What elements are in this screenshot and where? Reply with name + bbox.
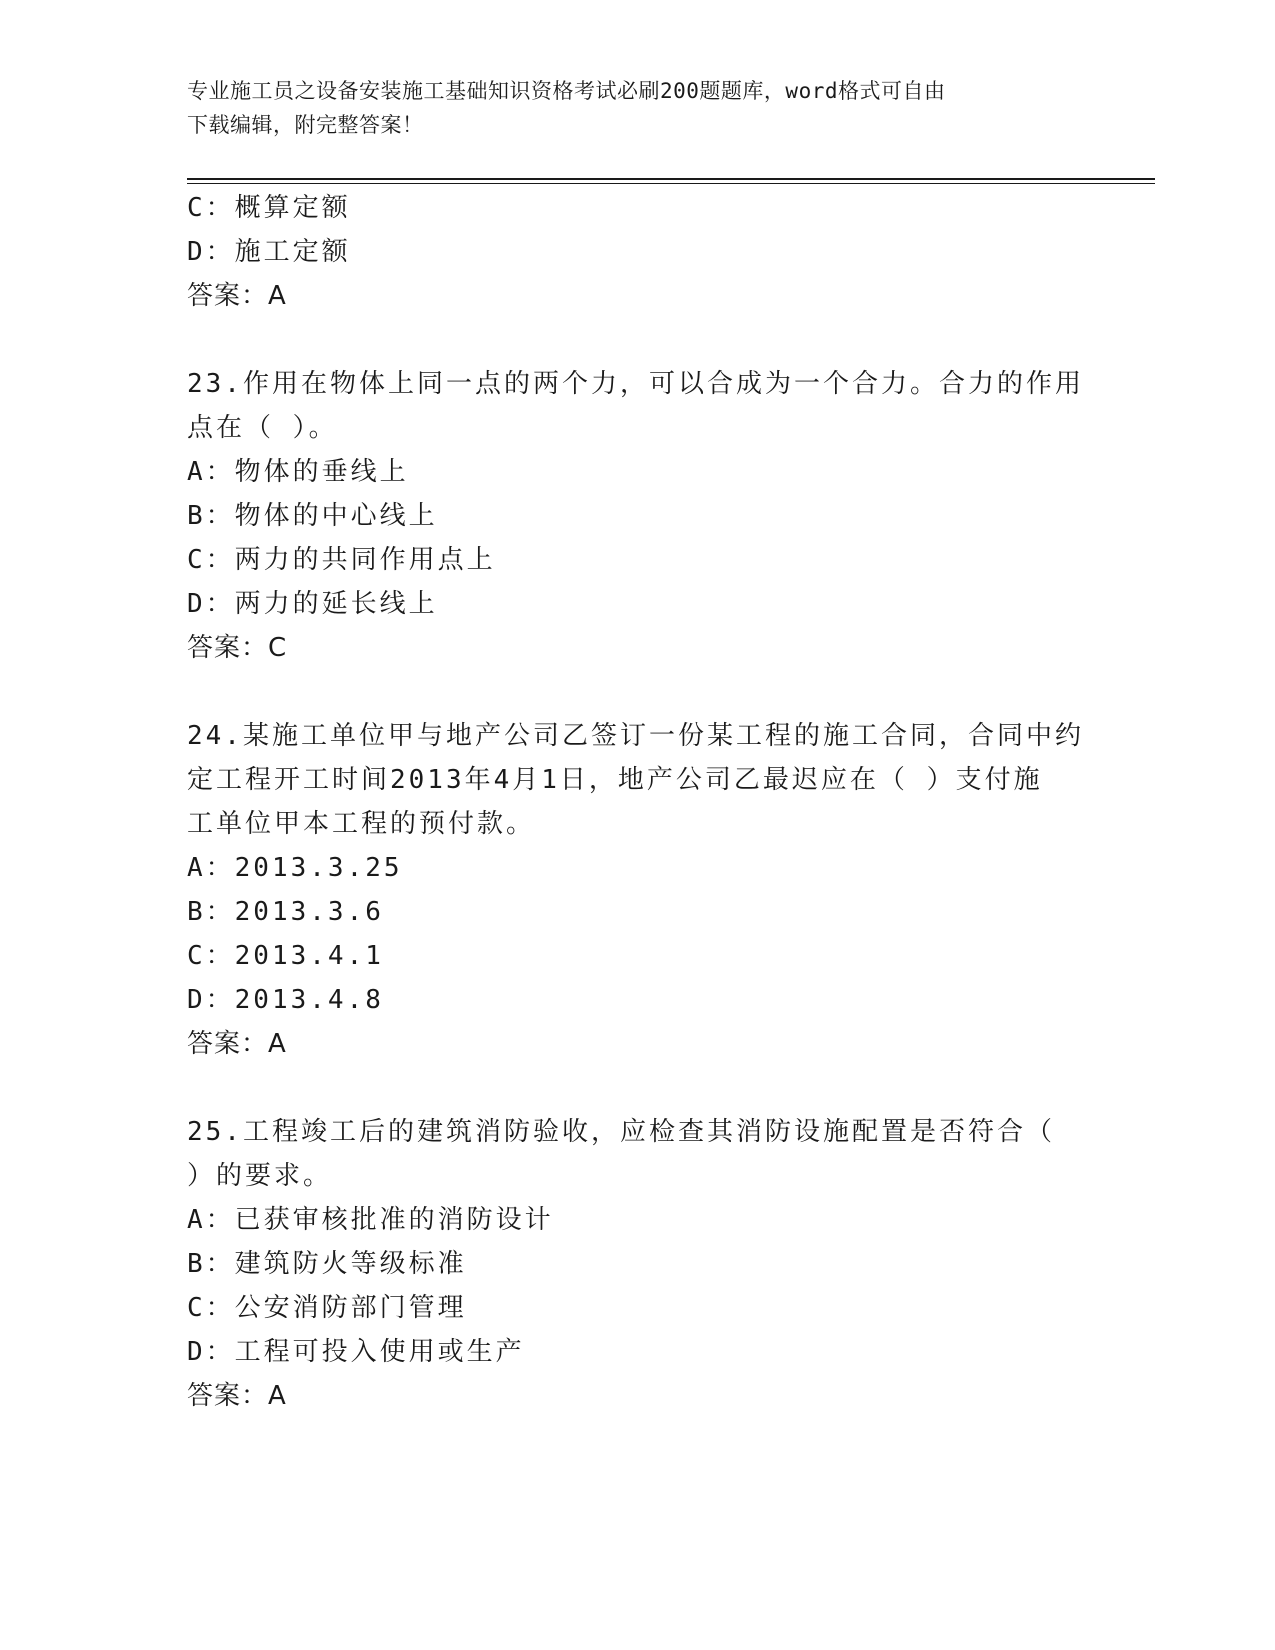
q23-option-c: C：两力的共同作用点上	[187, 545, 496, 575]
q24-stem-line-3: 工单位甲本工程的预付款。	[187, 809, 536, 839]
q22-option-d: D：施工定额	[187, 237, 351, 267]
q24-stem-line-1: 24.某施工单位甲与地产公司乙签订一份某工程的施工合同，合同中约	[187, 721, 1084, 751]
q22-option-c: C：概算定额	[187, 193, 351, 223]
q23-option-b: B：物体的中心线上	[187, 501, 438, 531]
q24-option-a: A：2013.3.25	[187, 853, 403, 883]
q23-option-d: D：两力的延长线上	[187, 589, 438, 619]
header-title-line-2: 下载编辑，附完整答案！	[187, 113, 424, 137]
header-divider-thin	[187, 183, 1155, 184]
q22-answer: 答案：A	[187, 281, 287, 311]
q23-answer: 答案：C	[187, 633, 288, 663]
q25-answer: 答案：A	[187, 1381, 287, 1411]
q24-option-b: B：2013.3.6	[187, 897, 384, 927]
q25-option-b: B：建筑防火等级标准	[187, 1249, 467, 1279]
q24-option-d: D：2013.4.8	[187, 985, 384, 1015]
q25-stem-line-1: 25.工程竣工后的建筑消防验收，应检查其消防设施配置是否符合（	[187, 1117, 1055, 1147]
q25-stem-line-2: ）的要求。	[187, 1161, 333, 1191]
header-title-line-1: 专业施工员之设备安装施工基础知识资格考试必刷200题题库，word格式可自由	[187, 79, 946, 103]
header-divider-thick	[187, 178, 1155, 180]
q25-option-d: D：工程可投入使用或生产	[187, 1337, 525, 1367]
q25-option-c: C：公安消防部门管理	[187, 1293, 467, 1323]
document-header	[187, 74, 1087, 142]
q25-option-a: A：已获审核批准的消防设计	[187, 1205, 554, 1235]
q24-stem-line-2: 定工程开工时间2013年4月1日，地产公司乙最迟应在（ ）支付施	[187, 765, 1043, 795]
q24-answer: 答案：A	[187, 1029, 287, 1059]
q23-option-a: A：物体的垂线上	[187, 457, 409, 487]
q23-stem-line-1: 23.作用在物体上同一点的两个力，可以合成为一个合力。合力的作用	[187, 369, 1084, 399]
q23-stem-line-2: 点在（ ）。	[187, 413, 338, 443]
q24-option-c: C：2013.4.1	[187, 941, 384, 971]
